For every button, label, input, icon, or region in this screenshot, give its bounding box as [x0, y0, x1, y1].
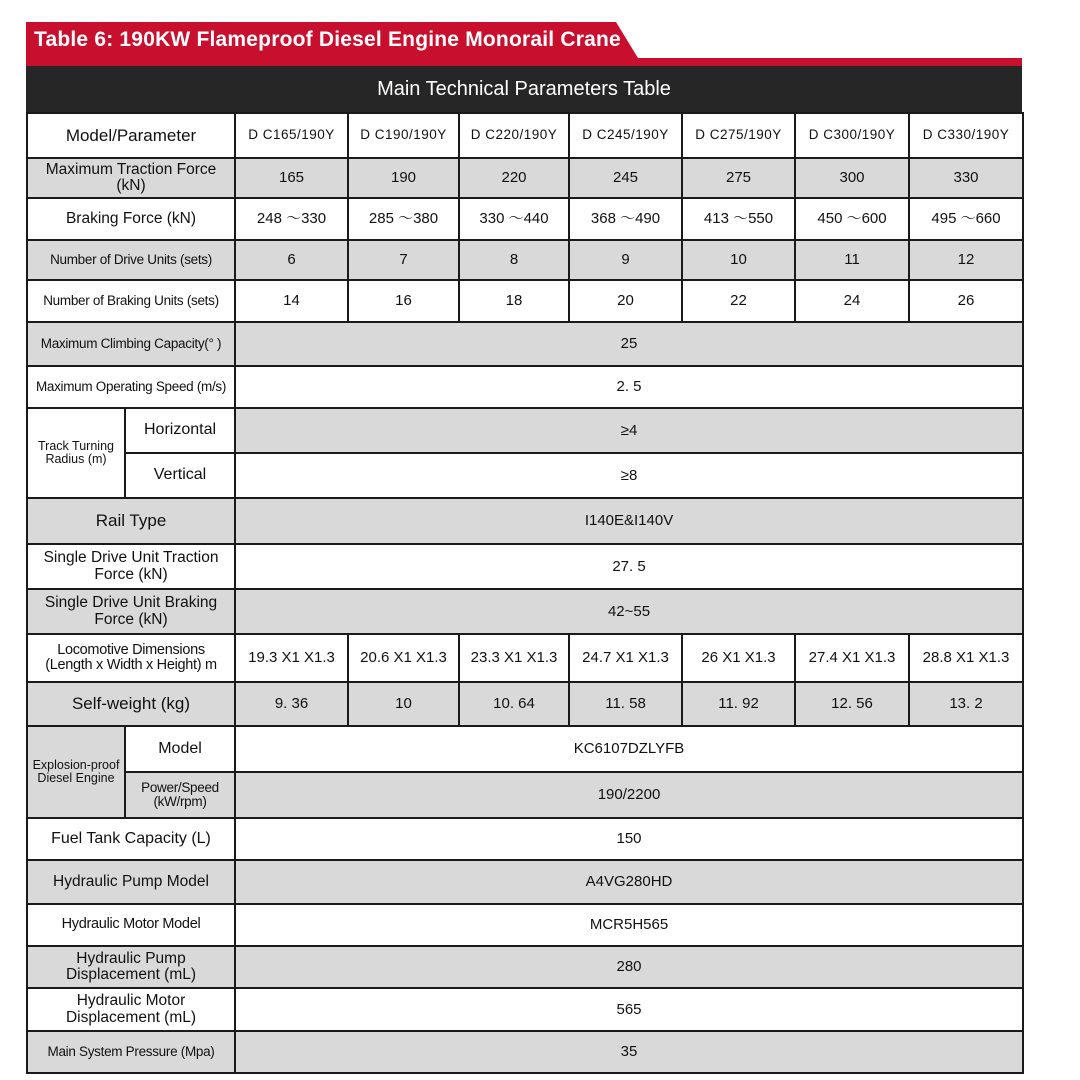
table-cell: ≥4: [235, 408, 1023, 453]
table-cell: 24: [795, 280, 909, 322]
parameters-table: [26, 112, 1024, 1074]
table-row: [27, 198, 1023, 240]
table-row: [27, 988, 1023, 1031]
model-header: D C165/190Y: [235, 113, 348, 158]
table-row: [27, 544, 1023, 589]
model-header: D C220/190Y: [459, 113, 569, 158]
table-row: [27, 772, 1023, 818]
table-cell: 2. 5: [235, 366, 1023, 408]
table-cell: 330 ～440: [459, 198, 569, 240]
table-cell: 35: [235, 1031, 1023, 1073]
table-row: [27, 634, 1023, 682]
table-cell: I140E&I140V: [235, 498, 1023, 544]
table-cell: 450 ～600: [795, 198, 909, 240]
row-label: Braking Force (kN): [27, 198, 235, 240]
table-row: [27, 113, 1023, 158]
table-cell: 565: [235, 988, 1023, 1031]
column-header-label: Model/Parameter: [27, 113, 235, 158]
table-cell: 413 ～550: [682, 198, 795, 240]
table-cell: ≥8: [235, 453, 1023, 498]
table-row: [27, 860, 1023, 904]
table-row: [27, 322, 1023, 366]
title-band: [26, 22, 1022, 58]
table-row: [27, 408, 1023, 453]
table-cell: 27. 5: [235, 544, 1023, 589]
model-header: D C300/190Y: [795, 113, 909, 158]
sub-label: Horizontal: [125, 408, 235, 453]
table-cell: 28.8 X1 X1.3: [909, 634, 1023, 682]
row-label: Number of Drive Units (sets): [27, 240, 235, 280]
table-cell: 7: [348, 240, 459, 280]
table-cell: 190/2200: [235, 772, 1023, 818]
group-label: Track Turning Radius (m): [27, 408, 125, 498]
table-cell: 14: [235, 280, 348, 322]
table-cell: 10. 64: [459, 682, 569, 726]
table-cell: 285 ～380: [348, 198, 459, 240]
table-cell: 12. 56: [795, 682, 909, 726]
table-cell: 165: [235, 158, 348, 198]
row-label: Maximum Climbing Capacity(° ): [27, 322, 235, 366]
model-header: D C245/190Y: [569, 113, 682, 158]
table-cell: 10: [682, 240, 795, 280]
table-row: [27, 818, 1023, 860]
table-cell: 190: [348, 158, 459, 198]
table-cell: 248 ～330: [235, 198, 348, 240]
table-cell: 12: [909, 240, 1023, 280]
sub-label: Power/Speed (kW/rpm): [125, 772, 235, 818]
row-label: Maximum Operating Speed (m/s): [27, 366, 235, 408]
table-row: [27, 946, 1023, 988]
table-row: [27, 453, 1023, 498]
table-cell: 26: [909, 280, 1023, 322]
table-cell: A4VG280HD: [235, 860, 1023, 904]
row-label: Locomotive Dimensions (Length x Width x Height) m: [27, 634, 235, 682]
sub-label: Model: [125, 726, 235, 772]
table-cell: 275: [682, 158, 795, 198]
table-cell: 18: [459, 280, 569, 322]
table-title: Table 6: 190KW Flameproof Diesel Engine Monorail Crane: [34, 28, 621, 51]
row-label: Rail Type: [27, 498, 235, 544]
table-cell: 25: [235, 322, 1023, 366]
table-cell: 27.4 X1 X1.3: [795, 634, 909, 682]
model-header: D C330/190Y: [909, 113, 1023, 158]
table-cell: 16: [348, 280, 459, 322]
table-row: [27, 366, 1023, 408]
table-header: Main Technical Parameters Table: [26, 66, 1022, 112]
table-cell: 22: [682, 280, 795, 322]
row-label: Single Drive Unit Traction Force (kN): [27, 544, 235, 589]
table-row: [27, 498, 1023, 544]
row-label: Main System Pressure (Mpa): [27, 1031, 235, 1073]
table-cell: 8: [459, 240, 569, 280]
table-cell: 13. 2: [909, 682, 1023, 726]
table-cell: 19.3 X1 X1.3: [235, 634, 348, 682]
table-cell: 150: [235, 818, 1023, 860]
row-label: Hydraulic Pump Displacement (mL): [27, 946, 235, 988]
table-row: [27, 589, 1023, 634]
table-cell: KC6107DZLYFB: [235, 726, 1023, 772]
table-cell: 10: [348, 682, 459, 726]
table-cell: 220: [459, 158, 569, 198]
row-label: Hydraulic Motor Displacement (mL): [27, 988, 235, 1031]
table-cell: 9. 36: [235, 682, 348, 726]
row-label: Hydraulic Pump Model: [27, 860, 235, 904]
row-label: Hydraulic Motor Model: [27, 904, 235, 946]
table-cell: 280: [235, 946, 1023, 988]
sub-label: Vertical: [125, 453, 235, 498]
table-cell: MCR5H565: [235, 904, 1023, 946]
table-cell: 24.7 X1 X1.3: [569, 634, 682, 682]
table-row: [27, 1031, 1023, 1073]
table-cell: 11. 92: [682, 682, 795, 726]
table-cell: 330: [909, 158, 1023, 198]
model-header: D C190/190Y: [348, 113, 459, 158]
table-cell: 6: [235, 240, 348, 280]
table-cell: 26 X1 X1.3: [682, 634, 795, 682]
table-cell: 11. 58: [569, 682, 682, 726]
table-row: [27, 904, 1023, 946]
row-label: Number of Braking Units (sets): [27, 280, 235, 322]
table-row: [27, 726, 1023, 772]
table-row: [27, 158, 1023, 198]
table-cell: 368 ～490: [569, 198, 682, 240]
table-row: [27, 280, 1023, 322]
table-cell: 42~55: [235, 589, 1023, 634]
row-label: Self-weight (kg): [27, 682, 235, 726]
table-cell: 495 ～660: [909, 198, 1023, 240]
row-label: Maximum Traction Force (kN): [27, 158, 235, 198]
table-cell: 9: [569, 240, 682, 280]
table-cell: 23.3 X1 X1.3: [459, 634, 569, 682]
table-row: [27, 682, 1023, 726]
title-underline: [26, 58, 1022, 66]
table-cell: 20.6 X1 X1.3: [348, 634, 459, 682]
table-cell: 245: [569, 158, 682, 198]
table-cell: 300: [795, 158, 909, 198]
model-header: D C275/190Y: [682, 113, 795, 158]
row-label: Single Drive Unit Braking Force (kN): [27, 589, 235, 634]
table-cell: 11: [795, 240, 909, 280]
group-label: Explosion-proof Diesel Engine: [27, 726, 125, 818]
table-cell: 20: [569, 280, 682, 322]
row-label: Fuel Tank Capacity (L): [27, 818, 235, 860]
table-row: [27, 240, 1023, 280]
